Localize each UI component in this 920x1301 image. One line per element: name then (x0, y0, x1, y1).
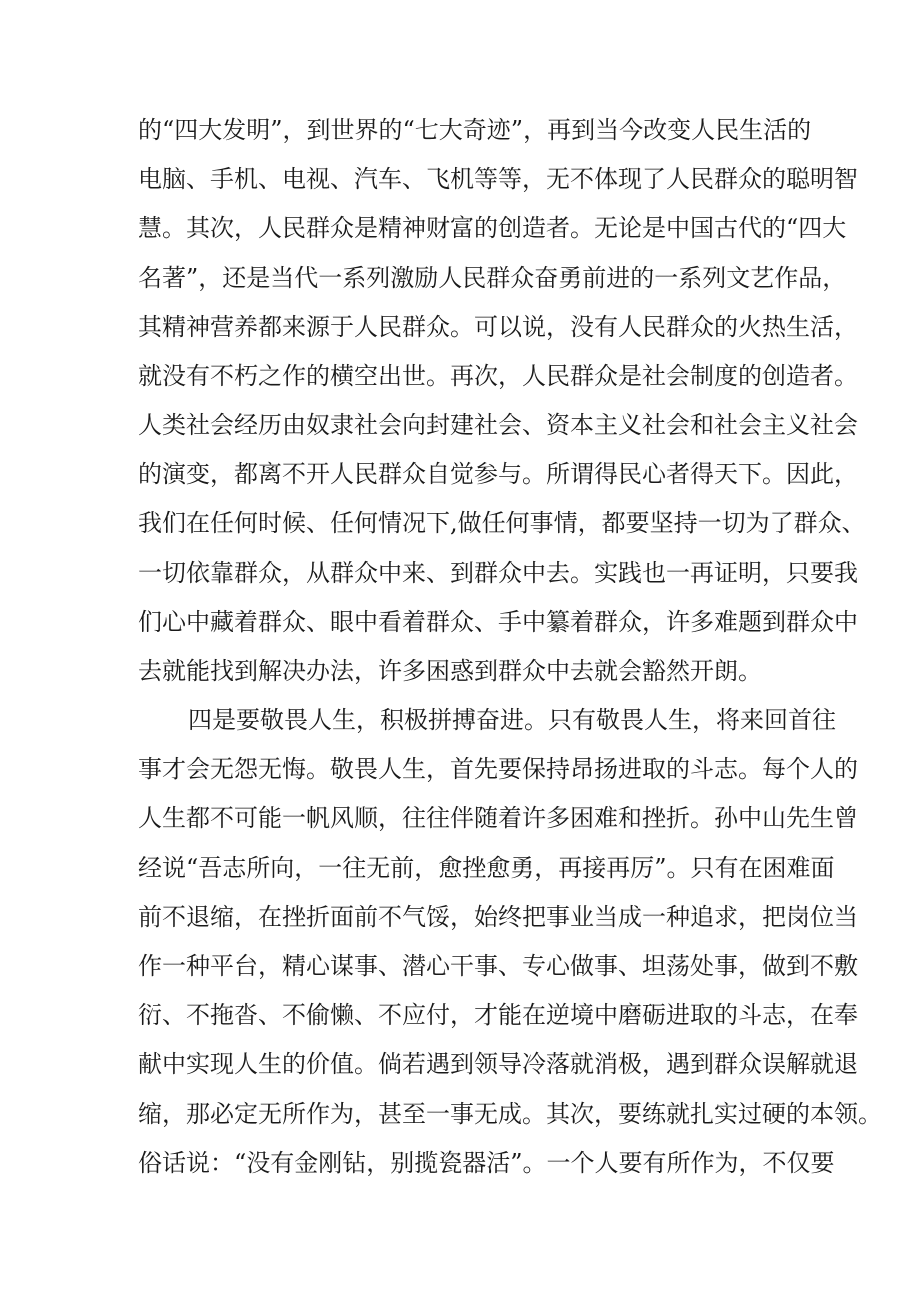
text-line: 去就能找到解决办法，许多困惑到群众中去就会豁然开朗。 (138, 657, 762, 685)
text-line: 慧。其次，人民群众是精神财富的创造者。无论是中国古代的“四大 (138, 214, 847, 242)
text-line: 电脑、手机、电视、汽车、飞机等等，无不体现了人民群众的聪明智 (138, 165, 858, 193)
text-line: 的“四大发明”，到世界的“七大奇迹”，再到当今改变人民生活的 (138, 116, 812, 144)
text-line: 一切依靠群众，从群众中来、到群众中去。实践也一再证明，只要我 (138, 559, 858, 587)
text-line: 四是要敬畏人生，积极拼搏奋进。只有敬畏人生，将来回首往 (188, 706, 836, 734)
text-line: 俗话说：“没有金刚钻，别揽瓷器活”。一个人要有所作为，不仅要 (138, 1149, 835, 1177)
text-line: 人生都不可能一帆风顺，往往伴随着许多困难和挫折。孙中山先生曾 (138, 804, 858, 832)
text-line: 们心中藏着群众、眼中看着群众、手中纂着群众，许多难题到群众中 (138, 608, 858, 636)
text-line: 事才会无怨无悔。敬畏人生，首先要保持昂扬进取的斗志。每个人的 (138, 755, 858, 783)
text-line: 献中实现人生的价值。倘若遇到领导冷落就消极，遇到群众误解就退 (138, 1050, 858, 1078)
text-line: 作一种平台，精心谋事、潜心干事、专心做事、坦荡处事，做到不敷 (138, 952, 858, 980)
text-line: 名著”，还是当代一系列激励人民群众奋勇前进的一系列文艺作品， (138, 264, 847, 292)
text-line: 人类社会经历由奴隶社会向封建社会、资本主义社会和社会主义社会 (138, 411, 858, 439)
text-line: 经说“吾志所向，一往无前，愈挫愈勇，再接再厉”。只有在困难面 (138, 854, 835, 882)
text-line: 的演变，都离不开人民群众自觉参与。所谓得民心者得天下。因此， (138, 460, 858, 488)
text-line: 缩，那必定无所作为，甚至一事无成。其次，要练就扎实过硬的本领。 (138, 1100, 882, 1128)
text-line: 就没有不朽之作的横空出世。再次，人民群众是社会制度的创造者。 (138, 362, 858, 390)
text-line: 前不退缩，在挫折面前不气馁，始终把事业当成一种追求，把岗位当 (138, 903, 858, 931)
text-line: 其精神营养都来源于人民群众。可以说，没有人民群众的火热生活， (138, 313, 858, 341)
text-line: 衍、不拖沓、不偷懒、不应付，才能在逆境中磨砺进取的斗志，在奉 (138, 1001, 858, 1029)
text-line: 我们在任何时候、任何情况下,做任何事情，都要坚持一切为了群众、 (138, 509, 866, 537)
